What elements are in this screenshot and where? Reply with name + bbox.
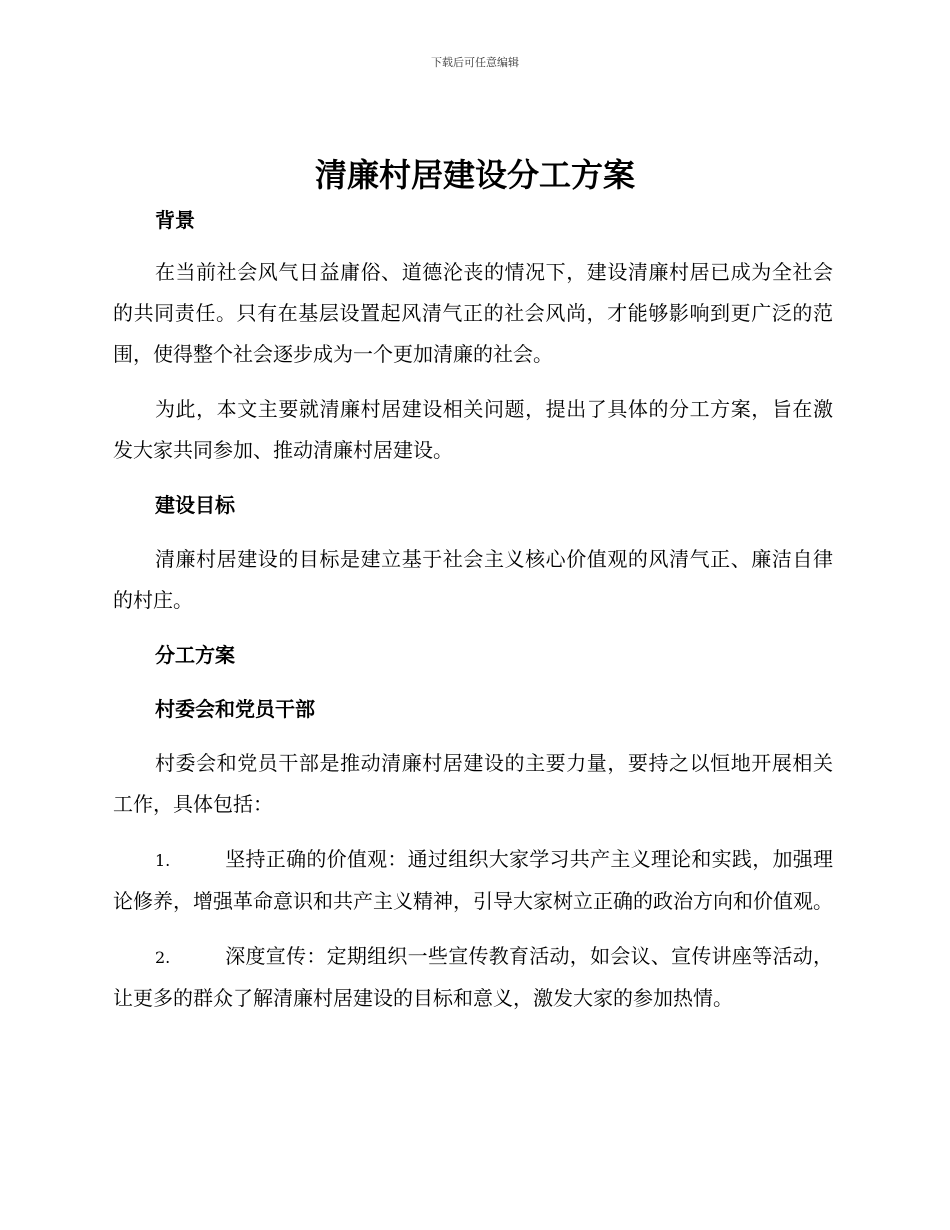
page-title: 清廉村居建设分工方案 xyxy=(314,156,635,194)
header-note: 下载后可任意编辑 xyxy=(431,56,519,69)
paragraph-committee-1: 村委会和党员干部是推动清廉村居建设的主要力量，要持之以恒地开展相关工作，具体包括： xyxy=(113,751,833,816)
list-item xyxy=(113,936,833,1019)
paragraph-background-1: 在当前社会风气日益庸俗、道德沦丧的情况下，建设清廉村居已成为全社会的共同责任。只有在基层设置起风清气正的社会风尚，才能够影响到更广泛的范围，使得整个社会逐步成为一个更加清廉的社会。 xyxy=(113,260,833,366)
list-item-text: 深度宣传：定期组织一些宣传教育活动，如会议、宣传讲座等活动，让更多的群众了解清廉村居建设的目标和意义，激发大家的参加热情。 xyxy=(113,944,833,1010)
section-heading-division: 分工方案 xyxy=(155,643,235,667)
section-heading-committee: 村委会和党员干部 xyxy=(155,697,315,721)
paragraph-background-2: 为此，本文主要就清廉村居建设相关问题，提出了具体的分工方案，旨在激发大家共同参加、推动清廉村居建设。 xyxy=(113,397,833,462)
paragraph-goal-1: 清廉村居建设的目标是建立基于社会主义核心价值观的风清气正、廉洁自律的村庄。 xyxy=(113,547,833,612)
list-item-number: 2. xyxy=(155,948,171,967)
list-item xyxy=(113,839,833,922)
section-heading-goal: 建设目标 xyxy=(155,493,235,517)
document-body xyxy=(113,200,833,1019)
list-item-text: 坚持正确的价值观：通过组织大家学习共产主义理论和实践，加强理论修养，增强革命意识和共产主义精神，引导大家树立正确的政治方向和价值观。 xyxy=(113,847,833,913)
section-heading-background: 背景 xyxy=(155,208,195,232)
list-item-number: 1. xyxy=(155,851,171,870)
